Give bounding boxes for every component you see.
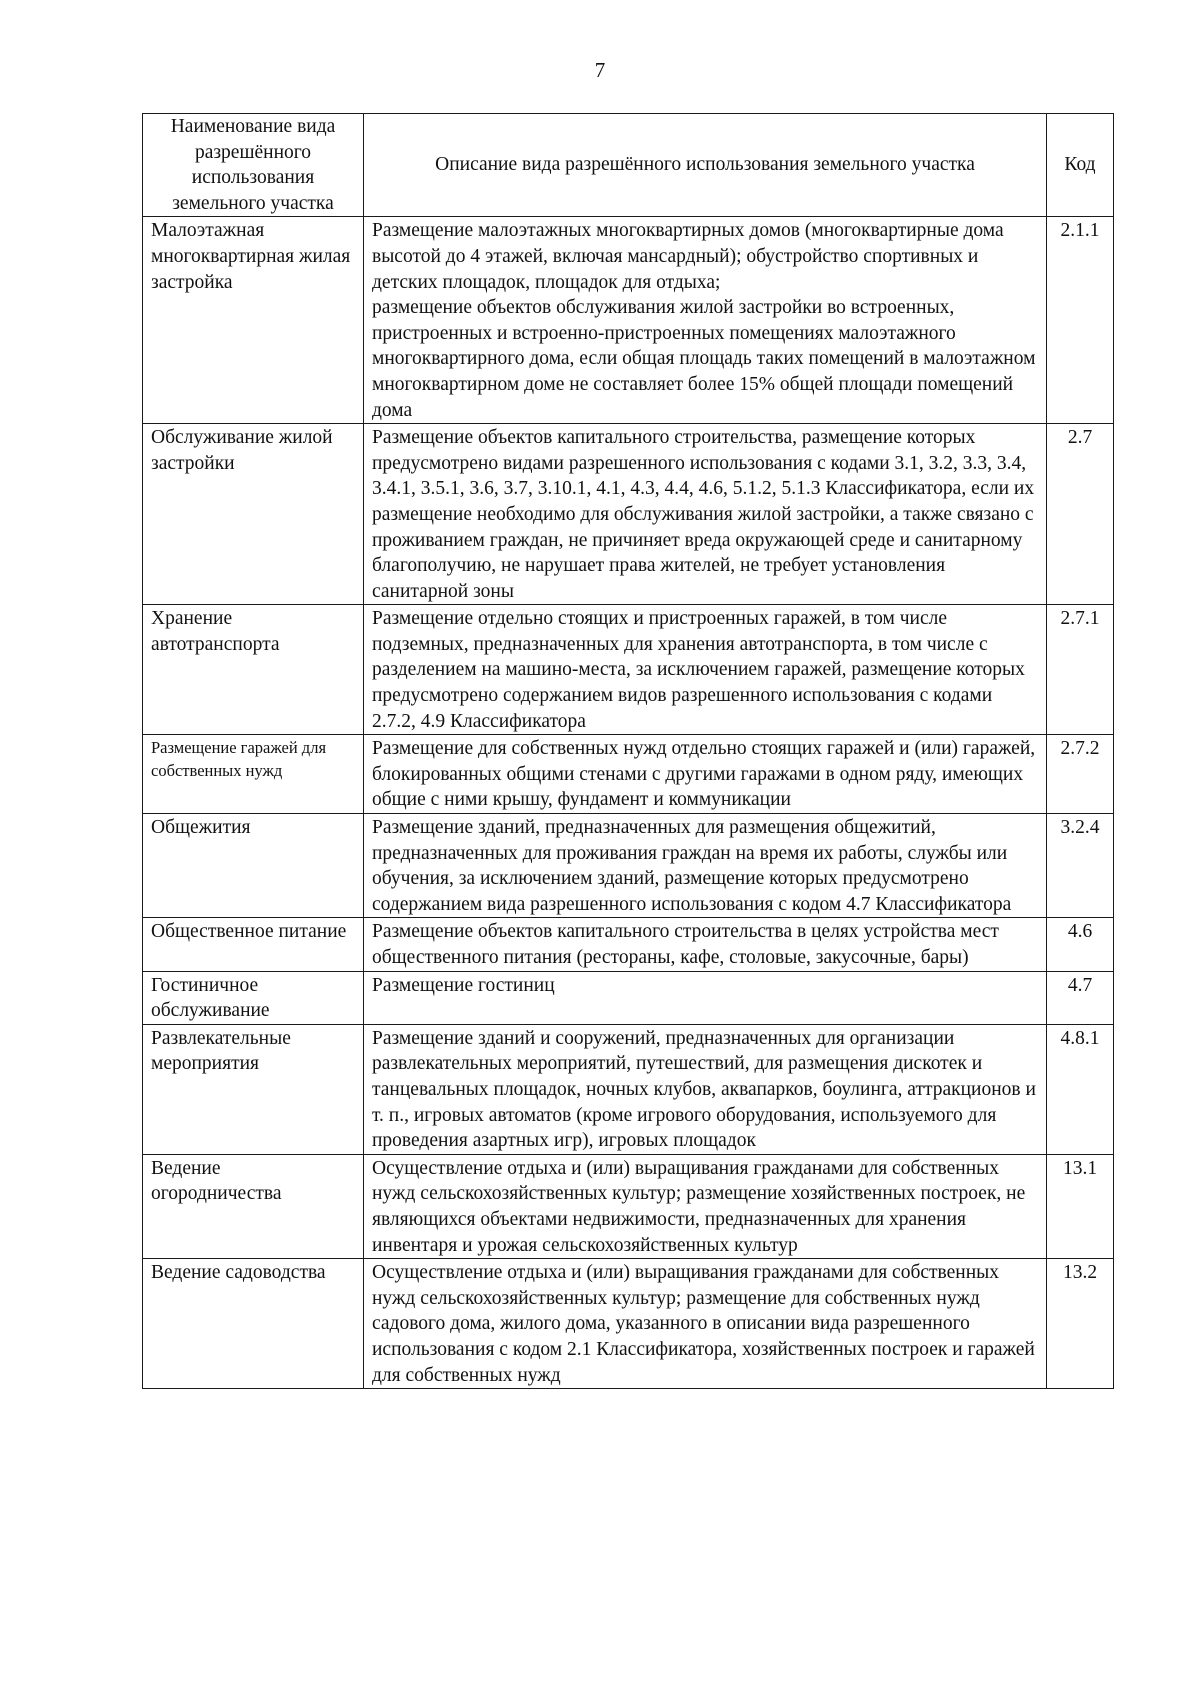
- description-paragraph: Размещение объектов капитального строительства в целях устройства мест общественного питания (рестораны, кафе, столовые, закусочные, бары): [372, 921, 999, 968]
- land-use-code: 4.7: [1047, 971, 1114, 1024]
- land-use-code: 2.7: [1047, 424, 1114, 605]
- land-use-name: Обслуживание жилой застройки: [143, 424, 364, 605]
- table-row: [143, 1259, 1114, 1389]
- table-row: [143, 814, 1114, 918]
- land-use-code: 2.7.2: [1047, 735, 1114, 814]
- land-use-name: Размещение гаражей для собственных нужд: [143, 735, 364, 814]
- land-use-code: 2.1.1: [1047, 217, 1114, 424]
- land-use-table: [142, 113, 1114, 1389]
- land-use-code: 13.2: [1047, 1259, 1114, 1389]
- land-use-description: [364, 424, 1047, 605]
- land-use-description: [364, 814, 1047, 918]
- land-use-description: [364, 217, 1047, 424]
- land-use-code: 2.7.1: [1047, 605, 1114, 735]
- table-row: [143, 217, 1114, 424]
- land-use-description: [364, 918, 1047, 971]
- header-description: Описание вида разрешённого использования земельного участка: [364, 114, 1047, 217]
- land-use-name: Ведение садоводства: [143, 1259, 364, 1389]
- land-use-name: Хранение автотранспорта: [143, 605, 364, 735]
- land-use-name: Общественное питание: [143, 918, 364, 971]
- land-use-description: [364, 1024, 1047, 1154]
- header-code: Код: [1047, 114, 1114, 217]
- table-row: [143, 735, 1114, 814]
- land-use-code: 4.8.1: [1047, 1024, 1114, 1154]
- land-use-code: 4.6: [1047, 918, 1114, 971]
- description-paragraph: Размещение объектов капитального строительства, размещение которых предусмотрено видами разрешенного использования с кодами 3.1, 3.2, 3.3, 3.4, 3.4.1, 3.5.1, 3.6, 3.7, 3.10.1, 4.1, 4.3, 4.4, 4.6, 5.1.2, 5.1.3 Классификатора, если их размещение необходимо для обслуживания жилой застройки, а также связано с проживанием граждан, не причиняет вреда окружающей среде и санитарному благополучию, не нарушает права жителей, не требует установления санитарной зоны: [372, 427, 1035, 602]
- description-paragraph: Размещение гостиниц: [372, 974, 555, 996]
- table-row: [143, 424, 1114, 605]
- description-paragraph: Осуществление отдыха и (или) выращивания гражданами для собственных нужд сельскохозяйственных культур; размещение для собственных нужд садового дома, жилого дома, указанного в описании вида разрешенного использования с кодом 2.1 Классификатора, хозяйственных построек и гаражей для собственных нужд: [372, 1262, 1035, 1386]
- table-row: [143, 605, 1114, 735]
- land-use-description: [364, 971, 1047, 1024]
- table-row: [143, 918, 1114, 971]
- land-use-description: [364, 735, 1047, 814]
- table-row: [143, 1024, 1114, 1154]
- land-use-code: 3.2.4: [1047, 814, 1114, 918]
- table-row: [143, 971, 1114, 1024]
- description-paragraph: Осуществление отдыха и (или) выращивания гражданами для собственных нужд сельскохозяйственных культур; размещение хозяйственных построек, не являющихся объектами недвижимости, предназначенных для хранения инвентаря и урожая сельскохозяйственных культур: [372, 1157, 1026, 1256]
- table-row: [143, 1154, 1114, 1258]
- description-paragraph: Размещение зданий, предназначенных для размещения общежитий, предназначенных для проживания граждан на время их работы, службы или обучения, за исключением зданий, размещение которых предусмотрено содержанием вида разрешенного использования с кодом 4.7 Классификатора: [372, 817, 1012, 915]
- land-use-description: [364, 605, 1047, 735]
- land-use-name: Ведение огородничества: [143, 1154, 364, 1258]
- header-name: Наименование вида разрешённого использования земельного участка: [143, 114, 364, 217]
- land-use-name: Гостиничное обслуживание: [143, 971, 364, 1024]
- page-number: 7: [594, 58, 606, 82]
- land-use-name: Малоэтажная многоквартирная жилая застройка: [143, 217, 364, 424]
- description-paragraph: Размещение отдельно стоящих и пристроенных гаражей, в том числе подземных, предназначенных для хранения автотранспорта, в том числе с разделением на машино-места, за исключением гаражей, размещение которых предусмотрено содержанием видов разрешенного использования с кодами 2.7.2, 4.9 Классификатора: [372, 608, 1025, 732]
- table-header: [143, 114, 1114, 217]
- land-use-name: Развлекательные мероприятия: [143, 1024, 364, 1154]
- header-row: [143, 114, 1114, 217]
- land-use-code: 13.1: [1047, 1154, 1114, 1258]
- land-use-description: [364, 1259, 1047, 1389]
- land-use-description: [364, 1154, 1047, 1258]
- description-paragraph: Размещение для собственных нужд отдельно стоящих гаражей и (или) гаражей, блокированных общими стенами с другими гаражами в одном ряду, имеющих общие с ними крышу, фундамент и коммуникации: [372, 738, 1036, 811]
- description-paragraph: Размещение малоэтажных многоквартирных домов (многоквартирные дома высотой до 4 этажей, включая мансардный); обустройство спортивных и детских площадок, площадок для отдыха;: [372, 220, 1004, 293]
- land-use-name: Общежития: [143, 814, 364, 918]
- description-paragraph: Размещение зданий и сооружений, предназначенных для организации развлекательных мероприятий, путешествий, для размещения дискотек и танцевальных площадок, ночных клубов, аквапарков, боулинга, аттракционов и т. п., игровых автоматов (кроме игрового оборудования, используемого для проведения азартных игр), игровых площадок: [372, 1027, 1036, 1152]
- description-paragraph: размещение объектов обслуживания жилой застройки во встроенных, пристроенных и встроенно-пристроенных помещениях малоэтажного многоквартирного дома, если общая площадь таких помещений в малоэтажном многоквартирном доме не составляет более 15% общей площади помещений дома: [372, 297, 1036, 421]
- table-body: [143, 217, 1114, 1389]
